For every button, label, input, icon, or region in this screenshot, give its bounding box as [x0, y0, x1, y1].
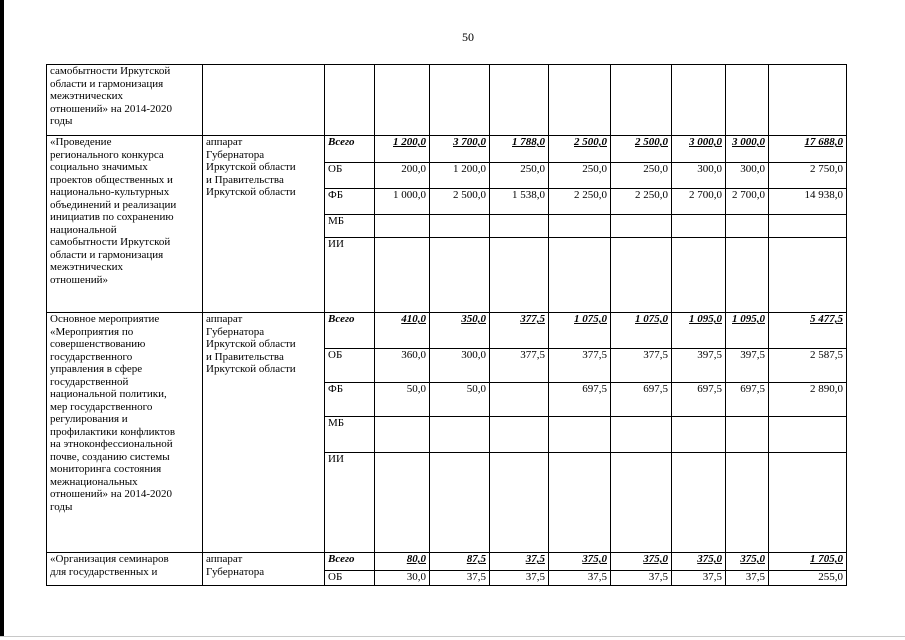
- activity-description-text: Основное мероприятие «Мероприятия по совершенствованию государственного управления в сфере государственной национальной политики, мер государственного регулирования и профилактики конфликтов на этноконфессиональной почве, созданию системы мониторинга состояния межнациональных отношений» на 2014-2020 годы: [50, 313, 176, 513]
- amount-cell: [726, 65, 769, 136]
- amount-total-cell: 14 938,0: [769, 189, 847, 215]
- amount-cell: 250,0: [490, 163, 549, 189]
- activity-description-text: «Проведение регионального конкурса социально значимых проектов общественных и национально-культурных объединений и реализации инициатив по сохранению национальной самобытности Иркутской области и гармонизация межэтнических отношений»: [50, 136, 177, 286]
- amount-cell: [726, 453, 769, 553]
- amount-cell: 697,5: [549, 383, 611, 417]
- funding-source-label: ОБ: [325, 349, 375, 383]
- amount-cell: 300,0: [672, 163, 726, 189]
- amount-cell: [549, 417, 611, 453]
- amount-cell: 697,5: [726, 383, 769, 417]
- amount-cell: 1 200,0: [430, 163, 490, 189]
- executor-cell: [203, 136, 325, 313]
- amount-cell: 375,0: [611, 553, 672, 571]
- activity-description: [47, 553, 203, 586]
- amount-cell: [611, 417, 672, 453]
- executor-cell: [203, 553, 325, 586]
- table-row: [47, 136, 847, 163]
- amount-cell: [375, 238, 430, 313]
- amount-cell: 697,5: [611, 383, 672, 417]
- amount-cell: 397,5: [726, 349, 769, 383]
- amount-cell: 397,5: [672, 349, 726, 383]
- amount-cell: [611, 238, 672, 313]
- amount-cell: 1 788,0: [490, 136, 549, 163]
- amount-cell: [490, 417, 549, 453]
- amount-cell: 2 500,0: [611, 136, 672, 163]
- amount-cell: [611, 65, 672, 136]
- amount-cell: 1 095,0: [726, 313, 769, 349]
- executor-text: аппарат Губернатора: [206, 553, 265, 578]
- amount-total-cell: 1 705,0: [769, 553, 847, 571]
- amount-cell: [611, 215, 672, 238]
- amount-cell: [549, 65, 611, 136]
- table-row: [47, 553, 847, 571]
- amount-cell: [490, 238, 549, 313]
- amount-total-cell: [769, 215, 847, 238]
- amount-total-cell: [769, 238, 847, 313]
- amount-cell: 2 250,0: [611, 189, 672, 215]
- funding-source-label: ОБ: [325, 163, 375, 189]
- funding-source-label: ИИ: [325, 238, 375, 313]
- amount-cell: 410,0: [375, 313, 430, 349]
- amount-cell: [611, 453, 672, 553]
- funding-source-label: ИИ: [325, 453, 375, 553]
- amount-cell: 360,0: [375, 349, 430, 383]
- table-row: [47, 313, 847, 349]
- amount-cell: [430, 65, 490, 136]
- amount-cell: 87,5: [430, 553, 490, 571]
- funding-source-label: ФБ: [325, 189, 375, 215]
- amount-cell: 50,0: [375, 383, 430, 417]
- amount-cell: 37,5: [490, 571, 549, 586]
- amount-cell: [549, 453, 611, 553]
- executor-text: аппарат Губернатора Иркутской области и Правительства Иркутской области: [206, 313, 296, 375]
- amount-cell: [490, 215, 549, 238]
- amount-cell: [375, 65, 430, 136]
- amount-cell: 200,0: [375, 163, 430, 189]
- amount-cell: 250,0: [611, 163, 672, 189]
- amount-cell: [490, 453, 549, 553]
- amount-cell: [726, 417, 769, 453]
- amount-total-cell: 255,0: [769, 571, 847, 586]
- amount-cell: 377,5: [549, 349, 611, 383]
- page-number: 50: [462, 30, 474, 44]
- amount-cell: [726, 215, 769, 238]
- amount-cell: 3 000,0: [672, 136, 726, 163]
- amount-cell: [490, 65, 549, 136]
- amount-cell: 377,5: [490, 313, 549, 349]
- amount-cell: 1 538,0: [490, 189, 549, 215]
- amount-cell: [375, 215, 430, 238]
- amount-cell: 1 075,0: [549, 313, 611, 349]
- page-bottom-edge: [0, 636, 905, 637]
- amount-total-cell: [769, 65, 847, 136]
- amount-total-cell: 2 750,0: [769, 163, 847, 189]
- amount-cell: 300,0: [726, 163, 769, 189]
- amount-cell: 697,5: [672, 383, 726, 417]
- amount-cell: 1 200,0: [375, 136, 430, 163]
- amount-cell: [375, 453, 430, 553]
- funding-source-label: МБ: [325, 215, 375, 238]
- amount-cell: 377,5: [611, 349, 672, 383]
- amount-cell: 2 500,0: [430, 189, 490, 215]
- amount-cell: 3 000,0: [726, 136, 769, 163]
- activity-description: [47, 136, 203, 313]
- executor-text: аппарат Губернатора Иркутской области и Правительства Иркутской области: [206, 136, 296, 198]
- executor-cell: [203, 65, 325, 136]
- amount-cell: 37,5: [726, 571, 769, 586]
- amount-cell: [549, 238, 611, 313]
- amount-cell: [430, 238, 490, 313]
- amount-cell: 2 250,0: [549, 189, 611, 215]
- amount-cell: 2 700,0: [672, 189, 726, 215]
- amount-cell: [430, 453, 490, 553]
- budget-table: [46, 64, 847, 586]
- amount-cell: 300,0: [430, 349, 490, 383]
- amount-cell: [672, 65, 726, 136]
- funding-source-label: ФБ: [325, 383, 375, 417]
- amount-total-cell: 2 890,0: [769, 383, 847, 417]
- activity-description: [47, 313, 203, 553]
- amount-total-cell: [769, 453, 847, 553]
- amount-cell: [490, 383, 549, 417]
- amount-cell: 37,5: [672, 571, 726, 586]
- amount-cell: [726, 238, 769, 313]
- activity-description-text: самобытности Иркутской области и гармонизация межэтнических отношений» на 2014-2020 годы: [50, 65, 172, 127]
- amount-cell: 375,0: [672, 553, 726, 571]
- funding-source-label: Всего: [325, 553, 375, 571]
- amount-cell: 37,5: [490, 553, 549, 571]
- amount-cell: 37,5: [549, 571, 611, 586]
- amount-cell: 37,5: [430, 571, 490, 586]
- amount-cell: 2 500,0: [549, 136, 611, 163]
- amount-cell: [672, 238, 726, 313]
- amount-cell: [375, 417, 430, 453]
- amount-cell: 377,5: [490, 349, 549, 383]
- funding-source-label: МБ: [325, 417, 375, 453]
- amount-cell: [430, 215, 490, 238]
- amount-cell: 375,0: [549, 553, 611, 571]
- amount-cell: 1 000,0: [375, 189, 430, 215]
- activity-description-text: «Организация семинаров для государственных и: [50, 553, 169, 578]
- amount-cell: 50,0: [430, 383, 490, 417]
- amount-cell: 250,0: [549, 163, 611, 189]
- amount-cell: 1 095,0: [672, 313, 726, 349]
- amount-cell: [672, 417, 726, 453]
- table-row: [47, 65, 847, 136]
- amount-total-cell: 5 477,5: [769, 313, 847, 349]
- amount-cell: 3 700,0: [430, 136, 490, 163]
- amount-cell: 2 700,0: [726, 189, 769, 215]
- amount-cell: 30,0: [375, 571, 430, 586]
- activity-description: [47, 65, 203, 136]
- amount-cell: 350,0: [430, 313, 490, 349]
- amount-cell: 37,5: [611, 571, 672, 586]
- funding-source-label: Всего: [325, 136, 375, 163]
- funding-source-label: [325, 65, 375, 136]
- amount-total-cell: 17 688,0: [769, 136, 847, 163]
- amount-total-cell: [769, 417, 847, 453]
- amount-cell: 80,0: [375, 553, 430, 571]
- amount-cell: [672, 215, 726, 238]
- amount-cell: 1 075,0: [611, 313, 672, 349]
- amount-cell: 375,0: [726, 553, 769, 571]
- amount-cell: [672, 453, 726, 553]
- amount-total-cell: 2 587,5: [769, 349, 847, 383]
- funding-source-label: Всего: [325, 313, 375, 349]
- amount-cell: [430, 417, 490, 453]
- scan-edge-bar: [0, 0, 4, 636]
- amount-cell: [549, 215, 611, 238]
- funding-source-label: ОБ: [325, 571, 375, 586]
- executor-cell: [203, 313, 325, 553]
